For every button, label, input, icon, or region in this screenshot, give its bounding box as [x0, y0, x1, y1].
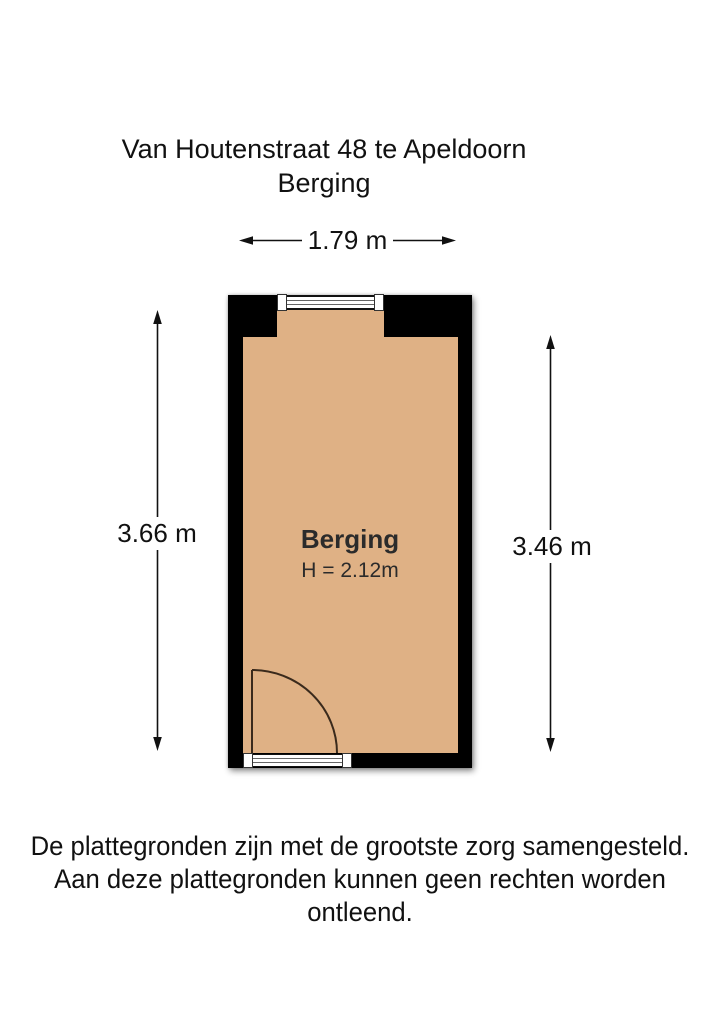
window-top — [277, 295, 384, 310]
door-swing-icon — [240, 665, 350, 757]
page-title: Van Houtenstraat 48 te Apeldoorn — [121, 134, 527, 164]
room-label: Berging — [300, 524, 400, 554]
footer-disclaimer — [18, 830, 702, 929]
dimension-left-label: 3.66 m — [111, 517, 203, 550]
room-height-label: H = 2.12m — [301, 559, 399, 582]
dimension-right-label: 3.46 m — [506, 530, 598, 563]
window-jamb-left — [277, 294, 287, 311]
dimension-right — [492, 529, 612, 563]
footer-disclaimer-line2: Aan deze plattegronden kunnen geen rechten worden ontleend. — [54, 864, 666, 927]
floorplan — [228, 295, 472, 768]
dimension-top — [238, 225, 457, 255]
dimension-left — [97, 516, 217, 550]
footer-disclaimer-line1: De plattegronden zijn met de grootste zorg samengesteld. — [30, 831, 690, 861]
wall-block-top-left — [228, 295, 277, 337]
page-subtitle: Berging — [277, 168, 371, 198]
dimension-top-label: 1.79 m — [302, 224, 394, 257]
window-jamb-right — [374, 294, 384, 311]
title-block — [4, 132, 644, 200]
wall-block-top-right — [384, 295, 472, 337]
window-glazing — [287, 295, 374, 310]
